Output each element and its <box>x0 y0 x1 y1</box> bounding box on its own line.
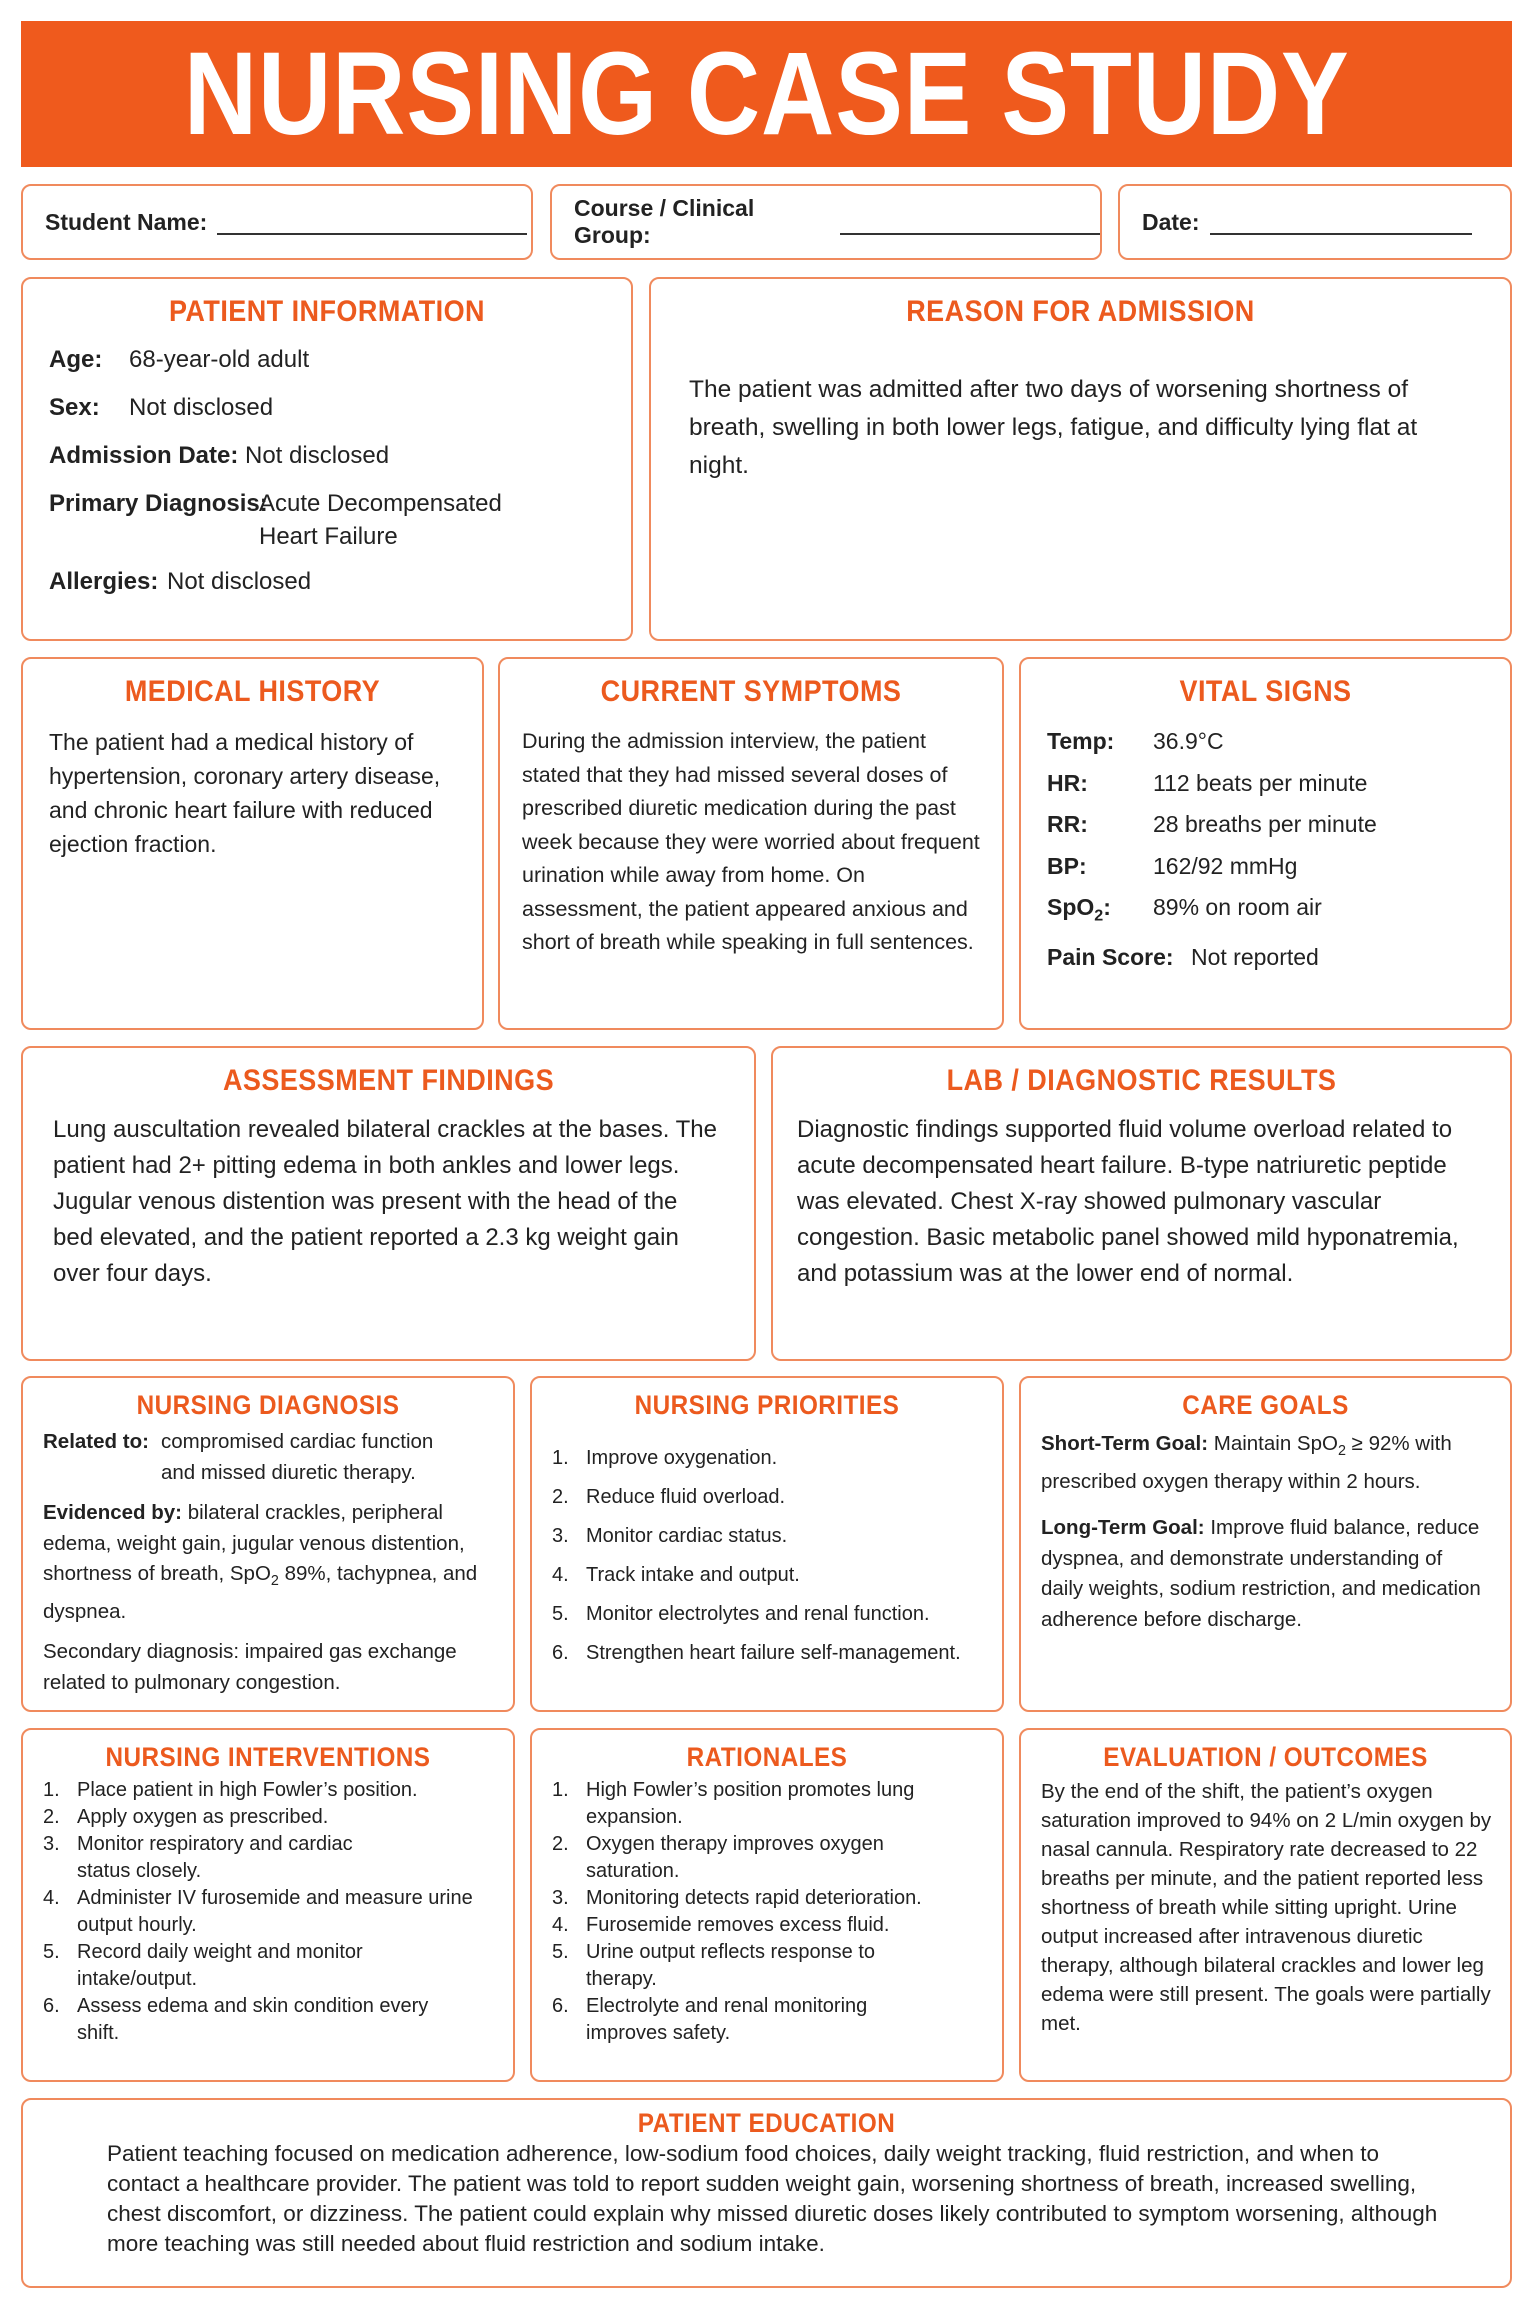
current-symptoms-text: During the admission interview, the patient stated that they had missed several doses of prescribed diuretic medication during the past week because they were worried about frequent urination while away from home. On assessment, the patient appeared anxious and short of breath while speaking in full sentences. <box>522 729 980 954</box>
intervention-item: 6. Assess edema and skin condition every shift. <box>43 1995 429 2044</box>
rr-label: RR: <box>1047 811 1088 837</box>
secondary-diagnosis-text: Secondary diagnosis: impaired gas exchange related to pulmonary congestion. <box>43 1640 457 1694</box>
priority-item: 4. Track intake and output. <box>552 1564 800 1586</box>
intervention-item: 1. Place patient in high Fowler’s position. <box>43 1779 418 1801</box>
related-to-line-2: and missed diuretic therapy. <box>161 1460 416 1484</box>
nursing-priorities-panel <box>530 1376 1004 1712</box>
hr-label: HR: <box>1047 769 1088 796</box>
rr-value: 28 breaths per minute <box>1153 811 1377 837</box>
bp-label: BP: <box>1047 852 1087 879</box>
course-field[interactable] <box>550 184 1102 260</box>
patient-education-panel <box>21 2098 1512 2288</box>
temp-value: 36.9°C <box>1153 728 1224 754</box>
lab-results-panel <box>771 1046 1512 1361</box>
rationale-item: 4. Furosemide removes excess fluid. <box>552 1914 890 1936</box>
admission-date-label: Admission Date: <box>49 442 239 469</box>
sex-value: Not disclosed <box>129 394 274 421</box>
bp-value: 162/92 mmHg <box>1153 852 1298 879</box>
priority-item: 5. Monitor electrolytes and renal function. <box>552 1603 930 1625</box>
assessment-findings-text: Lung auscultation revealed bilateral crackles at the bases. The patient had 2+ pitting edema in both ankles and lower legs. Jugular venous distention was present with the head of the bed elevated, and the patient reported a 2.3 kg weight gain over four days. <box>53 1116 717 1287</box>
rationale-item: 5. Urine output reflects response to therapy. <box>552 1941 876 1990</box>
reason-for-admission-title: REASON FOR ADMISSION <box>906 295 1255 328</box>
primary-diagnosis-line-2: Heart Failure <box>259 523 398 550</box>
vital-signs-title: VITAL SIGNS <box>1179 675 1352 708</box>
patient-education-text: Patient teaching focused on medication adherence, low-sodium food choices, daily weight tracking, fluid restriction, and when to contact a healthcare provider. The patient was told to report sudden weight gain, worsening shortness of breath, increased swelling, chest discomfort, or dizziness. The patient could explain why missed diuretic doses likely contributed to symptom worsening, although more teaching was still needed about fluid restriction and sodium intake. <box>107 2141 1438 2256</box>
patient-information-panel <box>21 277 633 641</box>
lab-results-text: Diagnostic findings supported fluid volume overload related to acute decompensated heart failure. B-type natriuretic peptide was elevated. Chest X-ray showed pulmonary vascular congestion. Basic metabolic panel showed mild hyponatremia, and potassium was at the lower end of normal. <box>797 1116 1459 1287</box>
student-name-field[interactable] <box>21 184 533 260</box>
medical-history-title: MEDICAL HISTORY <box>124 675 381 708</box>
priority-item: 3. Monitor cardiac status. <box>552 1525 788 1547</box>
pain-score-value: Not reported <box>1191 944 1319 971</box>
intervention-item: 4. Administer IV furosemide and measure urine output hourly. <box>43 1887 473 1936</box>
course-input-line[interactable] <box>840 209 1100 235</box>
rationale-item: 1. High Fowler’s position promotes lung expansion. <box>552 1779 915 1828</box>
allergies-value: Not disclosed <box>167 568 312 595</box>
primary-diagnosis-label: Primary Diagnosis: <box>49 490 268 517</box>
nursing-diagnosis-panel <box>21 1376 515 1712</box>
current-symptoms-title: CURRENT SYMPTOMS <box>600 675 902 708</box>
hr-value: 112 beats per minute <box>1153 769 1368 796</box>
nursing-priorities-list <box>532 1421 1002 1673</box>
date-input-line[interactable] <box>1210 209 1472 235</box>
rationales-title: RATIONALES <box>686 1742 848 1772</box>
priority-item: 2. Reduce fluid overload. <box>552 1486 786 1508</box>
nursing-priorities-title: NURSING PRIORITIES <box>634 1390 900 1420</box>
rationales-panel <box>530 1728 1004 2082</box>
priority-item: 1. Improve oxygenation. <box>552 1447 778 1469</box>
priority-item: 6. Strengthen heart failure self-management. <box>552 1642 961 1664</box>
intervention-item: 2. Apply oxygen as prescribed. <box>43 1806 329 1828</box>
medical-history-panel <box>21 657 484 1030</box>
rationale-item: 2. Oxygen therapy improves oxygen saturation. <box>552 1833 884 1882</box>
current-symptoms-panel <box>498 657 1004 1030</box>
course-label: Course / Clinical Group: <box>574 195 755 248</box>
related-to-label: Related to: <box>43 1430 149 1453</box>
spo2-label: SpO$_2$: <box>1047 894 1111 925</box>
patient-information-title: PATIENT INFORMATION <box>168 295 486 328</box>
intervention-item: 5. Record daily weight and monitor intake/output. <box>43 1941 363 1990</box>
medical-history-text: The patient had a medical history of hypertension, coronary artery disease, and chronic heart failure with reduced ejection fraction. <box>49 729 441 857</box>
evaluation-outcomes-panel <box>1019 1728 1512 2082</box>
patient-education-title: PATIENT EDUCATION <box>637 2108 896 2138</box>
assessment-findings-panel <box>21 1046 756 1361</box>
sex-label: Sex: <box>49 394 100 421</box>
age-label: Age: <box>49 346 103 373</box>
short-term-goal-text: Short-Term Goal: Maintain SpO$_2$ ≥ 92% with prescribed oxygen therapy within 2 hours. <box>1041 1432 1452 1493</box>
primary-diagnosis-line-1: Acute Decompensated <box>259 490 502 517</box>
reason-for-admission-panel <box>649 277 1512 641</box>
spo2-value: 89% on room air <box>1153 894 1322 920</box>
title-banner <box>21 21 1512 167</box>
date-label: Date: <box>1142 208 1200 235</box>
temp-label: Temp: <box>1047 728 1115 754</box>
admission-date-value: Not disclosed <box>245 442 390 469</box>
student-name-input-line[interactable] <box>217 209 527 235</box>
nursing-interventions-panel <box>21 1728 515 2082</box>
intervention-item: 3. Monitor respiratory and cardiac status closely. <box>43 1833 353 1882</box>
rationale-item: 3. Monitoring detects rapid deterioration. <box>552 1887 922 1909</box>
age-value: 68-year-old adult <box>129 346 310 373</box>
long-term-goal-text: Long-Term Goal: Improve fluid balance, reduce dyspnea, and demonstrate understanding of daily weights, sodium restriction, and medication adherence before discharge. <box>1041 1516 1481 1631</box>
allergies-label: Allergies: <box>49 568 159 595</box>
evidenced-by-text: Evidenced by: bilateral crackles, peripheral edema, weight gain, jugular venous distention, shortness of breath, SpO$_2$ 89%, tachypnea, and dyspnea. <box>43 1501 478 1623</box>
reason-for-admission-text: The patient was admitted after two days of worsening shortness of breath, swelling in both lower legs, fatigue, and difficulty lying flat at night. <box>689 376 1418 479</box>
lab-results-title: LAB / DIAGNOSTIC RESULTS <box>946 1064 1337 1097</box>
pain-score-label: Pain Score: <box>1047 944 1174 971</box>
vital-signs-panel <box>1019 657 1512 1030</box>
date-field[interactable] <box>1118 184 1512 260</box>
care-goals-panel <box>1019 1376 1512 1712</box>
evaluation-outcomes-text: By the end of the shift, the patient’s oxygen saturation improved to 94% on 2 L/min oxygen by nasal cannula. Respiratory rate decreased to 22 breaths per minute, and the patient reported less shortness of breath while sitting upright. Urine output increased after intravenous diuretic therapy, although bilateral crackles and lower leg edema were still present. The goals were partially met. <box>1041 1780 1492 2035</box>
care-goals-title: CARE GOALS <box>1182 1390 1349 1420</box>
nursing-diagnosis-title: NURSING DIAGNOSIS <box>136 1390 400 1420</box>
rationale-item: 6. Electrolyte and renal monitoring improves safety. <box>552 1995 868 2044</box>
evaluation-outcomes-title: EVALUATION / OUTCOMES <box>1103 1742 1428 1772</box>
nursing-interventions-title: NURSING INTERVENTIONS <box>105 1742 431 1772</box>
student-name-label: Student Name: <box>45 208 208 235</box>
nursing-interventions-list <box>23 1773 513 2047</box>
page-title: NURSING CASE STUDY <box>183 28 1350 160</box>
related-to-line-1: compromised cardiac function <box>161 1430 434 1453</box>
rationales-list <box>532 1773 1002 2047</box>
assessment-findings-title: ASSESSMENT FINDINGS <box>222 1064 555 1097</box>
